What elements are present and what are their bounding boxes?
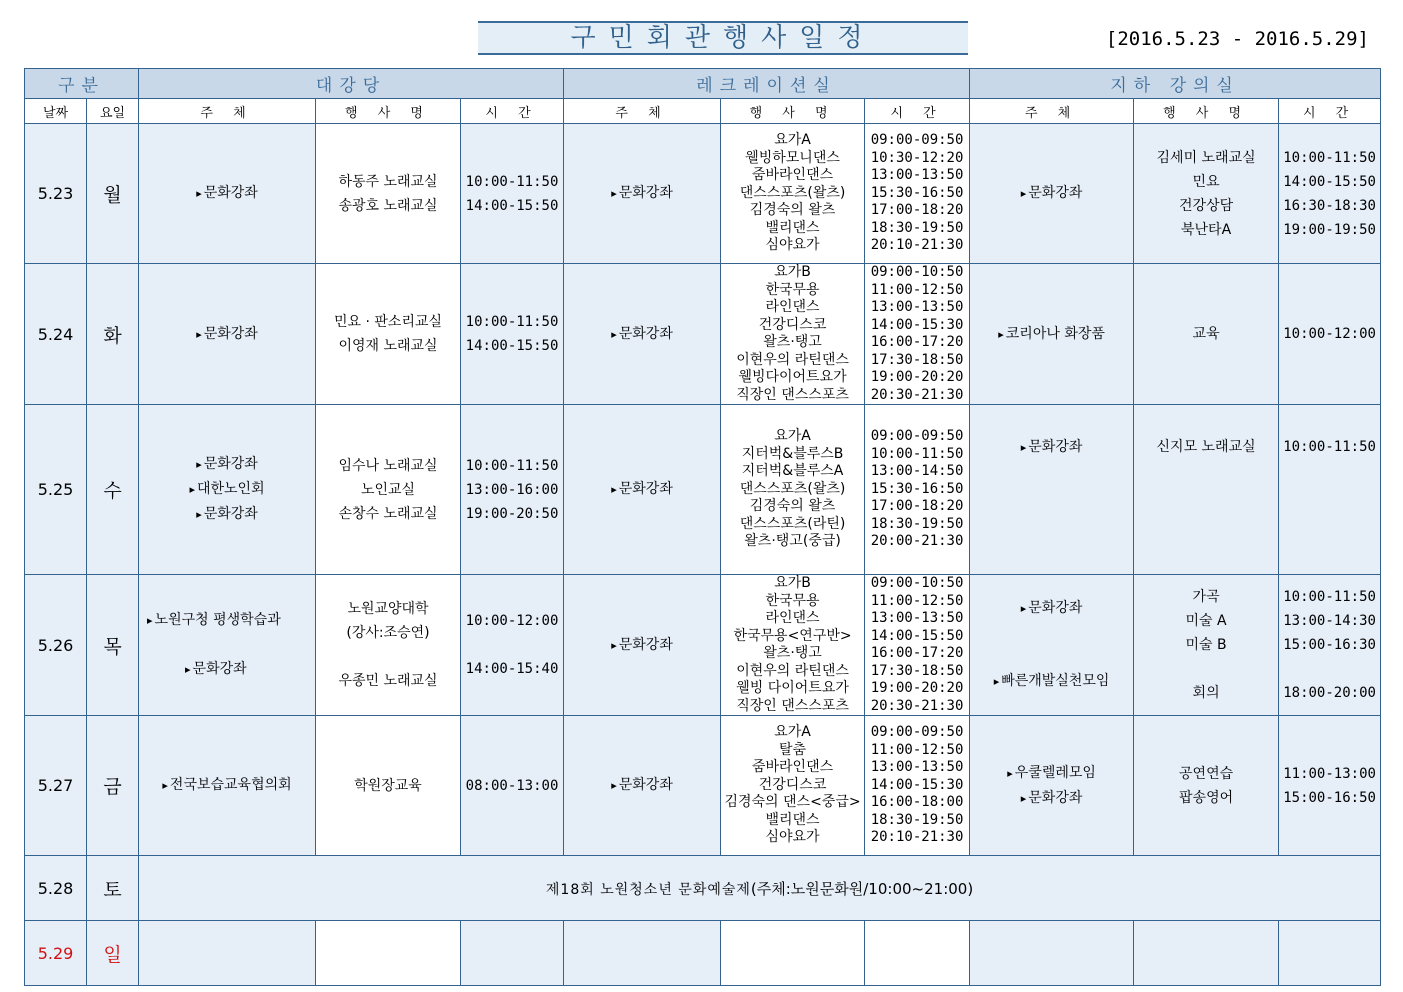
event-item: 팝송영어 xyxy=(1179,789,1234,806)
banner-title: 제18회 노원청소년 문화예술제 xyxy=(545,881,751,898)
empty-cell xyxy=(139,921,316,986)
time-item: 11:00-12:50 xyxy=(870,592,964,609)
base-time-cell xyxy=(1279,575,1381,716)
time-item: 14:00-15:50 xyxy=(1283,173,1376,190)
time-item: 10:00-11:50 xyxy=(465,457,559,474)
host-item: ▸ 문화강좌 xyxy=(147,657,315,682)
base-event-cell xyxy=(1134,264,1279,405)
spacer xyxy=(1134,657,1278,681)
hall-host-cell xyxy=(139,264,316,405)
event-item: 건강디스코 xyxy=(758,316,827,333)
event-item: 가곡 xyxy=(1192,589,1220,605)
time-item: 19:00-20:20 xyxy=(870,680,964,696)
event-item: 김경숙의 왈츠 xyxy=(749,498,836,515)
empty-cell xyxy=(865,921,970,986)
hall-event-cell xyxy=(316,716,461,856)
event-item: 지터벅&블루스A xyxy=(741,463,844,480)
date-range: [2016.5.23 - 2016.5.29] xyxy=(1105,28,1369,50)
col-date: 날짜 xyxy=(25,99,87,124)
time-item: 15:30-16:50 xyxy=(870,184,964,201)
event-item: 줌바라인댄스 xyxy=(751,167,834,184)
row-date: 5.25 xyxy=(25,405,87,575)
base-host-cell xyxy=(970,716,1134,856)
empty-cell xyxy=(316,921,461,986)
time-item: 10:00-11:50 xyxy=(1283,149,1376,166)
time-item: 10:00-11:50 xyxy=(1283,589,1376,605)
host-item: ▸ 문화강좌 xyxy=(564,322,720,347)
hall-time-cell xyxy=(461,716,564,856)
base-time-cell xyxy=(1279,716,1381,856)
col-hall-time: 시 간 xyxy=(461,99,564,124)
empty-cell xyxy=(970,921,1134,986)
section-basement: 지하 강의실 xyxy=(970,69,1381,99)
col-hall-host: 주 체 xyxy=(139,99,316,124)
schedule-table xyxy=(24,68,1381,986)
event-item: 북난타A xyxy=(1181,221,1232,238)
time-item: 10:00-11:50 xyxy=(465,173,559,190)
event-item: 노인교실 xyxy=(360,481,416,498)
base-host-cell xyxy=(970,124,1134,264)
row-date: 5.23 xyxy=(25,124,87,264)
rec-host-cell xyxy=(564,264,721,405)
event-item: 학원장교육 xyxy=(354,777,422,794)
host-item: ▸ 문화강좌 xyxy=(970,596,1133,621)
host-item: ▸ 문화강좌 xyxy=(970,435,1133,460)
time-item: 16:00-18:00 xyxy=(870,794,964,811)
time-item: 11:00-12:50 xyxy=(870,741,964,758)
time-item: 14:00-15:50 xyxy=(465,338,559,354)
base-time-cell xyxy=(1279,264,1381,405)
festival-banner xyxy=(139,856,1381,921)
time-item: 14:00-15:30 xyxy=(870,316,964,333)
row-date: 5.28 xyxy=(25,856,87,921)
time-item: 15:00-16:50 xyxy=(1283,789,1376,806)
rec-event-cell xyxy=(721,264,865,405)
event-item: 김경숙의 댄스<중급> xyxy=(724,794,861,811)
time-item: 14:00-15:50 xyxy=(465,197,559,214)
rec-event-cell xyxy=(721,405,865,575)
event-item: 이현우의 라틴댄스 xyxy=(736,351,849,368)
empty-cell xyxy=(1279,921,1381,986)
time-item: 18:30-19:50 xyxy=(870,219,964,236)
col-rec-host: 주 체 xyxy=(564,99,721,124)
time-item: 18:30-19:50 xyxy=(870,515,964,532)
event-item: 라인댄스 xyxy=(765,610,820,626)
host-item: ▸ 노원구청 평생학습과 xyxy=(147,608,315,633)
time-item: 09:00-09:50 xyxy=(870,132,964,149)
event-item: 직장인 댄스스포츠 xyxy=(736,697,849,714)
table-row xyxy=(25,575,1381,716)
event-item: 이현우의 라틴댄스 xyxy=(736,662,849,679)
base-time-cell xyxy=(1279,405,1381,575)
rec-time-cell xyxy=(865,405,970,575)
hall-host-cell xyxy=(139,716,316,856)
event-item: 줌바라인댄스 xyxy=(751,759,834,776)
event-item: 공연연습 xyxy=(1179,765,1234,782)
time-item: 19:00-20:20 xyxy=(870,369,964,385)
time-item: 17:30-18:50 xyxy=(870,351,964,368)
event-item: 웰빙하모니댄스 xyxy=(745,149,840,166)
empty-cell xyxy=(721,921,865,986)
event-item: 노원교양대학 xyxy=(347,601,429,617)
time-item: 10:00-11:50 xyxy=(1283,439,1376,455)
hall-time-cell xyxy=(461,264,564,405)
hall-event-cell xyxy=(316,264,461,405)
host-item: ▸ 코리아나 화장품 xyxy=(970,322,1133,347)
event-item: 웰빙 다이어트요가 xyxy=(736,680,849,696)
time-item: 11:00-13:00 xyxy=(1283,765,1376,782)
time-item: 17:00-18:20 xyxy=(870,498,964,515)
time-item: 13:00-13:50 xyxy=(870,759,964,776)
rec-time-cell xyxy=(865,124,970,264)
hall-event-cell xyxy=(316,575,461,716)
hall-time-cell xyxy=(461,405,564,575)
col-base-event: 행 사 명 xyxy=(1134,99,1279,124)
event-item: 밸리댄스 xyxy=(765,219,820,236)
host-item: ▸ 문화강좌 xyxy=(564,773,720,798)
col-rec-event: 행 사 명 xyxy=(721,99,865,124)
rec-host-cell xyxy=(564,716,721,856)
col-rec-time: 시 간 xyxy=(865,99,970,124)
time-item: 13:00-13:50 xyxy=(870,299,964,315)
time-item: 20:10-21:30 xyxy=(870,237,964,254)
time-item: 10:00-11:50 xyxy=(465,314,559,330)
empty-cell xyxy=(1134,921,1279,986)
row-dow: 목 xyxy=(87,575,139,716)
time-item: 13:00-14:30 xyxy=(1283,613,1376,629)
header-row-columns xyxy=(25,99,1381,124)
banner-note: (주체:노원문화원/10:00~21:00) xyxy=(750,879,974,898)
base-host-cell xyxy=(970,405,1134,575)
row-date: 5.27 xyxy=(25,716,87,856)
event-item: 직장인 댄스스포츠 xyxy=(736,386,849,403)
hall-time-cell xyxy=(461,575,564,716)
event-item: 교육 xyxy=(1192,326,1220,342)
page-title: 구민회관행사일정 xyxy=(478,21,968,55)
base-event-cell xyxy=(1134,716,1279,856)
spacer xyxy=(461,633,563,657)
time-item: 10:30-12:20 xyxy=(870,149,964,166)
host-item: ▸ 문화강좌 xyxy=(564,477,720,502)
event-item: 회의 xyxy=(1192,685,1220,701)
hall-time-cell xyxy=(461,124,564,264)
event-item: 심야요가 xyxy=(765,237,820,254)
event-item: 건강디스코 xyxy=(758,776,827,793)
event-item: 요가B xyxy=(774,575,811,591)
time-item: 16:00-17:20 xyxy=(870,645,964,661)
time-item: 13:00-13:50 xyxy=(870,610,964,626)
time-item: 10:00-12:00 xyxy=(1283,326,1376,342)
empty-cell xyxy=(461,921,564,986)
row-date: 5.29 xyxy=(25,921,87,986)
time-item: 15:00-16:30 xyxy=(1283,637,1376,653)
host-item: ▸ 우쿨렐레모임 xyxy=(970,761,1133,786)
event-item: 한국무용 xyxy=(765,281,820,298)
event-item: 댄스스포츠(왈츠) xyxy=(739,184,846,201)
host-item: ▸ 문화강좌 xyxy=(139,502,315,527)
time-item: 19:00-20:50 xyxy=(465,505,559,522)
header-row-sections xyxy=(25,69,1381,99)
event-item: (강사:조승연) xyxy=(346,625,430,641)
spacer xyxy=(1279,657,1380,681)
base-host-cell xyxy=(970,264,1134,405)
spacer xyxy=(316,645,460,669)
table-row xyxy=(25,716,1381,856)
event-item: 송광호 노래교실 xyxy=(338,197,438,214)
row-dow: 금 xyxy=(87,716,139,856)
section-group: 구분 xyxy=(25,69,139,99)
event-item: 김경숙의 왈츠 xyxy=(749,202,836,219)
table-row xyxy=(25,921,1381,986)
event-item: 이영재 노래교실 xyxy=(338,338,438,354)
section-rec: 레크레이션실 xyxy=(564,69,970,99)
event-item: 심야요가 xyxy=(765,829,820,846)
event-item: 신지모 노래교실 xyxy=(1156,439,1256,455)
host-item: ▸ 전국보습교육협의회 xyxy=(139,773,315,798)
event-item: 민요 · 판소리교실 xyxy=(334,314,443,330)
hall-event-cell xyxy=(316,405,461,575)
rec-time-cell xyxy=(865,716,970,856)
hall-host-cell xyxy=(139,405,316,575)
row-date: 5.24 xyxy=(25,264,87,405)
time-item: 16:00-17:20 xyxy=(870,334,964,350)
host-item: ▸ 문화강좌 xyxy=(139,181,315,206)
event-item: 요가A xyxy=(774,132,811,149)
rec-event-cell xyxy=(721,124,865,264)
time-item: 20:30-21:30 xyxy=(870,697,964,714)
base-event-cell xyxy=(1134,575,1279,716)
time-item: 15:30-16:50 xyxy=(870,480,964,497)
row-dow: 일 xyxy=(87,921,139,986)
spacer xyxy=(147,633,315,657)
time-item: 20:10-21:30 xyxy=(870,829,964,846)
time-item: 19:00-19:50 xyxy=(1283,221,1376,238)
table-row xyxy=(25,264,1381,405)
event-item: 하동주 노래교실 xyxy=(338,173,438,190)
time-item: 14:00-15:50 xyxy=(870,627,964,644)
host-item: ▸ 문화강좌 xyxy=(139,452,315,477)
event-item: 라인댄스 xyxy=(765,299,820,315)
host-item: ▸ 대한노인회 xyxy=(139,477,315,502)
row-date: 5.26 xyxy=(25,575,87,716)
event-item: 탈춤 xyxy=(779,741,807,758)
time-item: 18:00-20:00 xyxy=(1283,685,1376,701)
host-item: ▸ 문화강좌 xyxy=(970,181,1133,206)
host-item: ▸ 빠른개발실천모임 xyxy=(970,669,1133,694)
event-item: 한국무용 xyxy=(765,592,820,609)
row-dow: 토 xyxy=(87,856,139,921)
hall-host-cell xyxy=(139,575,316,716)
time-item: 08:00-13:00 xyxy=(465,777,559,794)
rec-time-cell xyxy=(865,575,970,716)
time-item: 14:00-15:40 xyxy=(465,661,559,677)
host-item: ▸ 문화강좌 xyxy=(564,633,720,658)
host-item: ▸ 문화강좌 xyxy=(139,322,315,347)
event-item: 민요 xyxy=(1192,173,1220,190)
base-host-cell xyxy=(970,575,1134,716)
event-item: 미술 B xyxy=(1185,637,1227,653)
empty-cell xyxy=(564,921,721,986)
time-item: 13:00-13:50 xyxy=(870,167,964,184)
event-item: 요가A xyxy=(774,724,811,741)
hall-event-cell xyxy=(316,124,461,264)
col-dow: 요일 xyxy=(87,99,139,124)
event-item: 건강상담 xyxy=(1179,197,1234,214)
row-dow: 화 xyxy=(87,264,139,405)
event-item: 왈츠·탱고 xyxy=(763,334,822,350)
table-row xyxy=(25,405,1381,575)
event-item: 댄스스포츠(라틴) xyxy=(739,515,846,532)
rec-event-cell xyxy=(721,575,865,716)
time-item: 20:00-21:30 xyxy=(870,533,964,550)
rec-time-cell xyxy=(865,264,970,405)
event-item: 우종민 노래교실 xyxy=(338,673,438,689)
event-item: 밸리댄스 xyxy=(765,811,820,828)
event-item: 웰빙다이어트요가 xyxy=(738,369,847,385)
time-item: 17:00-18:20 xyxy=(870,202,964,219)
event-item: 요가A xyxy=(774,428,811,445)
row-dow: 월 xyxy=(87,124,139,264)
col-base-time: 시 간 xyxy=(1279,99,1381,124)
host-item: ▸ 문화강좌 xyxy=(970,786,1133,811)
event-item: 김세미 노래교실 xyxy=(1156,149,1256,166)
col-hall-event: 행 사 명 xyxy=(316,99,461,124)
time-item: 09:00-09:50 xyxy=(870,724,964,741)
event-item: 왈츠·탱고 xyxy=(763,645,822,661)
rec-host-cell xyxy=(564,124,721,264)
event-item: 왈츠·탱고(중급) xyxy=(744,533,841,550)
event-item: 손창수 노래교실 xyxy=(338,505,438,522)
time-item: 18:30-19:50 xyxy=(870,811,964,828)
time-item: 10:00-12:00 xyxy=(465,613,559,629)
base-time-cell xyxy=(1279,124,1381,264)
col-base-host: 주 체 xyxy=(970,99,1134,124)
rec-host-cell xyxy=(564,575,721,716)
row-dow: 수 xyxy=(87,405,139,575)
time-item: 11:00-12:50 xyxy=(870,281,964,298)
time-item: 17:30-18:50 xyxy=(870,662,964,679)
event-item: 임수나 노래교실 xyxy=(338,457,438,474)
time-item: 09:00-09:50 xyxy=(870,428,964,445)
event-item: 미술 A xyxy=(1185,613,1227,629)
base-event-cell xyxy=(1134,124,1279,264)
table-row xyxy=(25,856,1381,921)
spacer xyxy=(970,645,1133,669)
time-item: 14:00-15:30 xyxy=(870,776,964,793)
time-item: 09:00-10:50 xyxy=(870,575,964,591)
event-item: 댄스스포츠(왈츠) xyxy=(739,480,846,497)
host-item: ▸ 문화강좌 xyxy=(564,181,720,206)
rec-event-cell xyxy=(721,716,865,856)
table-row xyxy=(25,124,1381,264)
base-event-cell xyxy=(1134,405,1279,575)
time-item: 13:00-16:00 xyxy=(465,481,559,498)
event-item: 요가B xyxy=(774,264,811,280)
event-item: 지터벅&블루스B xyxy=(741,445,844,462)
spacer xyxy=(970,621,1133,645)
section-hall: 대강당 xyxy=(139,69,564,99)
time-item: 20:30-21:30 xyxy=(870,386,964,403)
hall-host-cell xyxy=(139,124,316,264)
rec-host-cell xyxy=(564,405,721,575)
event-item: 한국무용<연구반> xyxy=(733,627,852,644)
time-item: 09:00-10:50 xyxy=(870,264,964,280)
time-item: 13:00-14:50 xyxy=(870,463,964,480)
time-item: 16:30-18:30 xyxy=(1283,197,1376,214)
time-item: 10:00-11:50 xyxy=(870,445,964,462)
